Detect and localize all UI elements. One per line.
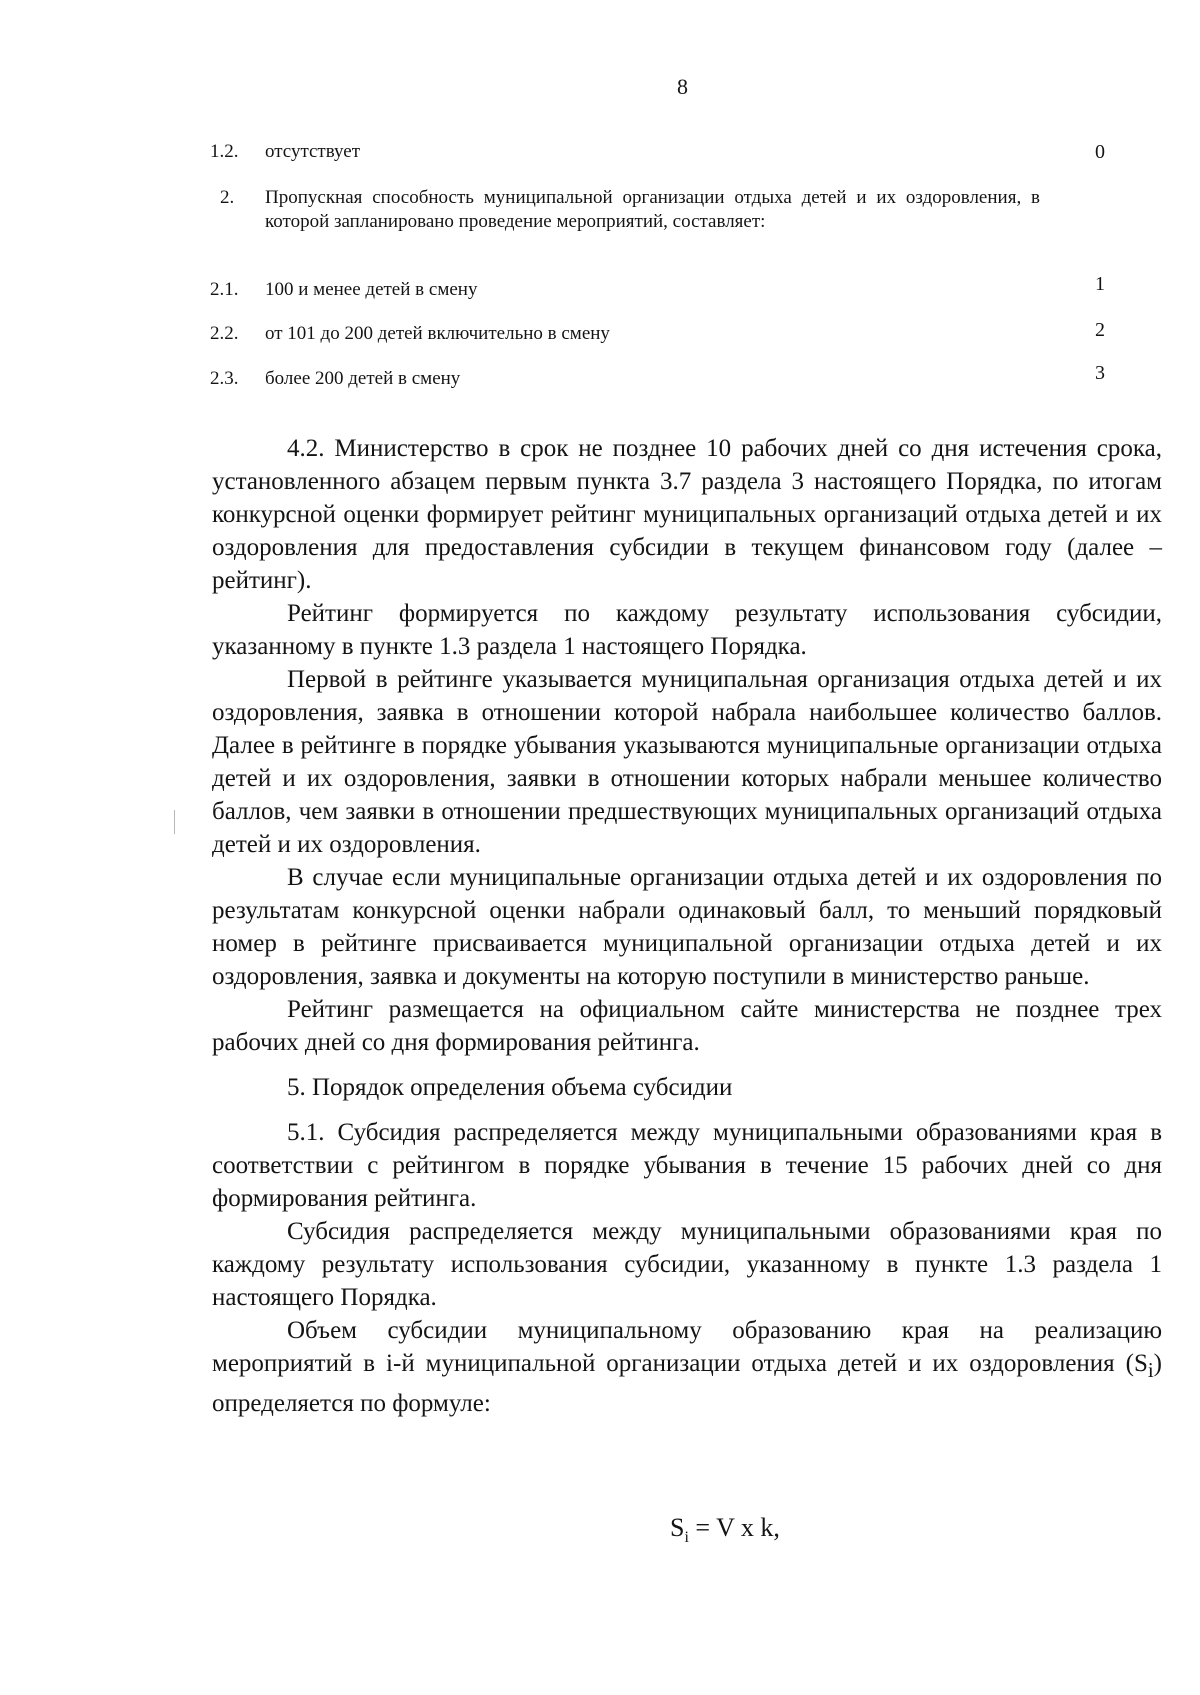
row-score: 1 [1095, 273, 1105, 295]
row-text: отсутствует [265, 141, 361, 162]
row-number: 1.2. [210, 141, 239, 162]
paragraph: Рейтинг формируется по каждому результату использования субсидии, указанному в пункте 1.3 раздела 1 настоящего Порядка. [212, 600, 1162, 660]
formula-intro-subscript: i [1147, 1358, 1154, 1382]
formula [670, 1513, 780, 1547]
row-text: более 200 детей в смену [265, 368, 461, 389]
row-score: 2 [1095, 319, 1105, 341]
row-number: 2.3. [210, 368, 239, 389]
margin-mark [174, 810, 175, 834]
row-text: от 101 до 200 детей включительно в смену [265, 323, 610, 344]
formula-intro-paragraph [212, 1314, 1162, 1420]
paragraph: 4.2. Министерство в срок не позднее 10 рабочих дней со дня истечения срока, установленного абзацем первым пункта 3.7 раздела 3 настоящего Порядка, по итогам конкурсной оценки формирует рейтинг муниципальных организаций отдыха детей и их оздоровления для предоставления субсидии в текущем финансовом году (далее – рейтинг). [212, 435, 1162, 594]
body-text [212, 432, 1162, 1420]
row-number: 2.2. [210, 323, 239, 344]
row-number: 2.1. [210, 279, 239, 300]
formula-rhs: = V x k, [688, 1513, 780, 1542]
row-text: 100 и менее детей в смену [265, 279, 478, 300]
formula-intro-text: Объем субсидии муниципальному образованию края на реализацию мероприятий в i-й муниципальной организации отдыха детей и их оздоровления (S [212, 1317, 1162, 1377]
row-text: Пропускная способность муниципальной организации отдыха детей и их оздоровления, в которой запланировано проведение мероприятий, составляет: [265, 187, 1040, 232]
paragraph: 5.1. Субсидия распределяется между муниципальными образованиями края в соответствии с рейтингом в порядке убывания в течение 15 рабочих дней со дня формирования рейтинга. [212, 1119, 1162, 1212]
row-number: 2. [220, 187, 235, 208]
row-score: 0 [1095, 141, 1105, 163]
paragraph: Рейтинг размещается на официальном сайте министерства не позднее трех рабочих дней со дня формирования рейтинга. [212, 996, 1162, 1056]
section-heading: 5. Порядок определения объема субсидии [287, 1074, 733, 1101]
row-score: 3 [1095, 362, 1105, 384]
paragraph: Субсидия распределяется между муниципальными образованиями края по каждому результату использования субсидии, указанному в пункте 1.3 раздела 1 настоящего Порядка. [212, 1218, 1162, 1311]
formula-intro-text-end: ) определяется по формуле: [212, 1350, 1162, 1417]
formula-lhs-subscript: i [684, 1529, 689, 1547]
page-number: 8 [677, 74, 688, 99]
paragraph: Первой в рейтинге указывается муниципальная организация отдыха детей и их оздоровления, заявка в отношении которой набрала наибольшее количество баллов. Далее в рейтинге в порядке убывания указываются муниципальные организации отдыха детей и их оздоровления, заявки в отношении которых набрали меньшее количество баллов, чем заявки в отношении предшествующих муниципальных организаций отдыха детей и их оздоровления. [212, 666, 1162, 858]
formula-lhs: S [670, 1513, 685, 1542]
paragraph: В случае если муниципальные организации отдыха детей и их оздоровления по результатам конкурсной оценки набрали одинаковый балл, то меньший порядковый номер в рейтинге присваивается муниципальной организации отдыха детей и их оздоровления, заявка и документы на которую поступили в министерство раньше. [212, 864, 1162, 990]
